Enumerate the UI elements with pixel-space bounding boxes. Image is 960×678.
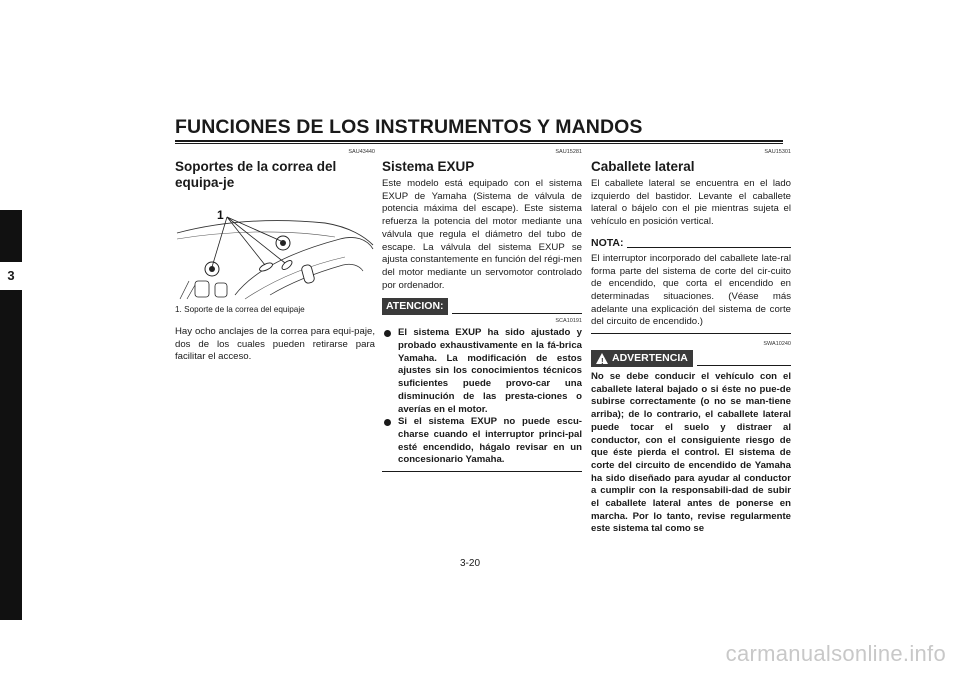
- seat-diagram-icon: [175, 199, 375, 301]
- nota-header: [591, 237, 791, 249]
- column-exup: [382, 148, 582, 472]
- advertencia-badge: [591, 350, 693, 367]
- section-code: SAU15301: [764, 149, 791, 155]
- list-item: Si el sistema EXUP no puede escu-charse cuando el interruptor princi-pal esté encendido, hágalo revisar en un concesionario Yamaha.: [382, 416, 582, 467]
- notice-rule: [627, 247, 791, 248]
- section-body: Hay ocho anclajes de la correa para equi-paje, dos de los cuales pueden retirarse para facilitar el acceso.: [175, 326, 375, 363]
- chapter-number: 3: [0, 262, 22, 290]
- section-heading: Sistema EXUP: [382, 159, 475, 174]
- luggage-strap-illustration: [175, 199, 375, 301]
- notice-code: SCA10191: [555, 318, 582, 325]
- figure-caption: 1. Soporte de la correa del equipaje: [175, 305, 305, 314]
- notice-end-rule: [382, 471, 582, 472]
- atencion-list: [382, 327, 582, 467]
- atencion-label: ATENCION:: [382, 298, 448, 315]
- section-heading: Soportes de la correa del equipa-je: [175, 159, 337, 190]
- page-number: 3-20: [460, 558, 481, 569]
- advertencia-header: [591, 350, 791, 367]
- section-heading: Caballete lateral: [591, 159, 695, 174]
- nota-end-rule: [591, 333, 791, 334]
- warning-triangle-icon: !: [596, 353, 608, 364]
- notice-rule: [697, 365, 791, 366]
- notice-rule: [452, 313, 582, 314]
- advertencia-label: ADVERTENCIA: [612, 352, 688, 365]
- warning-code: SWA10240: [763, 341, 791, 348]
- warning-body: No se debe conducir el vehículo con el caballete lateral bajado o si éste no pue-de subirse correctamente (o no se man-tiene arriba); de lo contrario, el caballete lateral puede tocar el suelo y distraer al conductor, con el consiguiente riesgo de que éste pierda el control. El sistema de corte del circuito de encendido de Yamaha ha sido diseñado para ayudar al conductor a cumplir con la responsabili-dad de subir el caballete lateral antes de ponerse en marcha. Por lo tanto, revise regularmente este sistema tal como se: [591, 371, 791, 535]
- page-title: FUNCIONES DE LOS INSTRUMENTOS Y MANDOS: [175, 116, 643, 138]
- nota-body: El interruptor incorporado del caballete late-ral forma parte del sistema de corte del cir-cuito de encendido, que corta el encendido en determinadas situaciones. (Véase más adelante una explicación del sistema de corte del circuito de encendido.): [591, 252, 791, 328]
- watermark: carmanualsonline.info: [725, 641, 946, 666]
- section-code: SAU15281: [555, 149, 582, 155]
- column-sidestand: [591, 148, 791, 536]
- title-rule-thin: [175, 143, 783, 144]
- atencion-notice-header: [382, 298, 582, 315]
- list-item: El sistema EXUP ha sido ajustado y probado exhaustivamente en la fá-brica Yamaha. La modificación de estos ajustes sin los conocimientos técnicos suficientes puede provo-car una disminución de las presta-ciones o averías en el motor.: [382, 327, 582, 416]
- nota-label: NOTA:: [591, 236, 624, 249]
- section-code: SAU43440: [348, 149, 375, 155]
- section-body: El caballete lateral se encuentra en el lado izquierdo del bastidor. Levante el caballete lateral o bájelo con el pie mientras sujeta el vehículo en posición vertical.: [591, 178, 791, 228]
- section-body: Este modelo está equipado con el sistema EXUP de Yamaha (Sistema de válvula de potencia máxima del escape). Este sistema refuerza la potencia del motor mediante una válvula que regula el diámetro del tubo de escape. La válvula del sistema EXUP se ajusta constantemente en función del régi-men del motor mediante un servomotor controlado por ordenador.: [382, 178, 582, 291]
- column-luggage-strap: [175, 148, 375, 364]
- title-rule: [175, 140, 783, 142]
- figure-callout: 1: [217, 208, 224, 222]
